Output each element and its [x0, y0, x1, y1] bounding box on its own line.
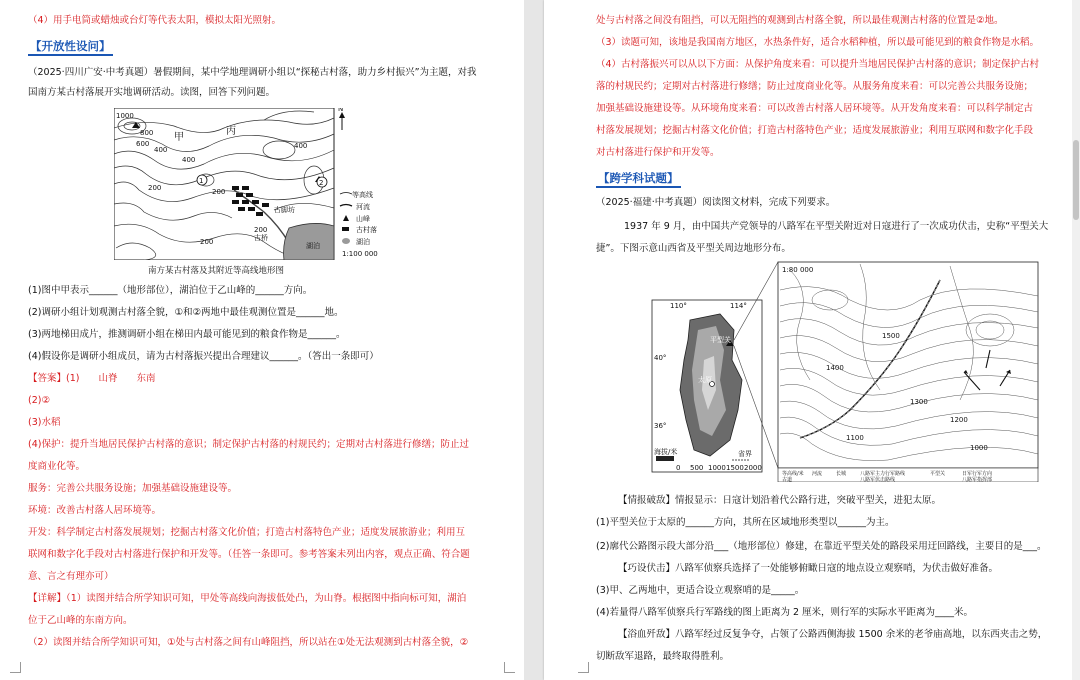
question-3: (3)两地梯田成片，推测调研小组在梯田内最可能见到的粮食作物是______。: [28, 329, 346, 340]
question-1: (1)平型关位于太原的______方向，其所在区域地形类型以______为主。: [596, 517, 895, 528]
altitude-value: 2000: [744, 464, 762, 472]
question-intro-cont: 国南方某古村落展开实地调研活动。读图，回答下列问题。: [28, 87, 276, 98]
question-intro: （2025·四川广安·中考真题）暑假期间，某中学地理调研小组以“探秘古村落，助力乡村振兴”为主题，对我: [28, 67, 477, 78]
lat-label-36: 36°: [654, 422, 667, 430]
pingxingguan-label: 平型关: [710, 336, 731, 344]
ambush-paragraph: 【巧设伏击】八路军侦察兵选择了一处能够俯瞰日寇的地点设立观察哨，为伏击做好准备。: [618, 563, 999, 574]
answer-4-cont: 度商业化等。: [28, 461, 86, 472]
pingxingguan-map-figure: [650, 260, 1040, 482]
text-line: 对古村落进行保护和开发等。: [596, 147, 720, 158]
map-label-800: 800: [140, 129, 154, 137]
answer-4-dev-cont: 联网和数字化手段对古村落进行保护和开发等。（任答一条即可。参考答案未列出内容，观点正确、符合题: [28, 549, 470, 560]
map-label-400: 400: [154, 146, 168, 154]
legend-peak: 山峰: [356, 215, 370, 223]
legend-item: 八路军指挥部: [962, 477, 993, 482]
answer-4-note: 意、言之有理亦可）: [28, 571, 114, 582]
legend-village: 古村落: [356, 226, 377, 234]
question-4: (4)若量得八路军侦察兵行军路线的图上距离为 2 厘米，则行军的实际水平距离为____米。: [596, 607, 974, 618]
altitude-value: 1500: [726, 464, 744, 472]
text-line: 村落发展规划；挖掘古村落文化价值；打造古村落特色产业；适度发展旅游业；利用互联网和数字化手段: [596, 125, 1034, 136]
contour-value: 1500: [882, 332, 900, 340]
legend-item: 平型关: [930, 471, 946, 477]
contour-value: 1300: [910, 398, 928, 406]
right-page: [544, 0, 1080, 680]
map-label-bing: 丙: [226, 126, 236, 137]
story-line-cont: 捷”。下图示意山西省及平型关周边地形分布。: [596, 243, 791, 254]
map-label-gujiaofang: 古脚坊: [274, 206, 295, 214]
text-line: 加强基础设施建设等。从环境角度来看：可以改善古村落人居环境等。从开发角度来看：可以科学制定古: [596, 103, 1034, 114]
lon-label-110: 110°: [670, 302, 687, 310]
legend-item: 古道: [782, 477, 793, 482]
scrollbar-thumb[interactable]: [1073, 140, 1079, 220]
altitude-value: 1000: [708, 464, 726, 472]
section-cross-heading: 【跨学科试题】: [596, 170, 681, 188]
story-line: 1937 年 9 月，由中国共产党领导的八路军在平型关附近对日寇进行了一次成功伏击，史称“平型关大: [624, 221, 1049, 232]
map-label-lake: 湖泊: [306, 242, 320, 250]
map-label-1000: 1000: [116, 112, 134, 120]
pingxingguan-map-svg: [650, 260, 1040, 482]
legend-item: 河流: [812, 471, 823, 477]
answer-4: (4)保护：提升当地居民保护古村落的意识；制定保护古村落的村规民约；定期对古村落进行修缮；防止过: [28, 439, 469, 450]
legend-lake: 湖泊: [356, 238, 370, 246]
legend-item: 日军行军方向: [962, 471, 993, 477]
taiyuan-label: 太原: [698, 376, 712, 384]
contour-map-svg: [114, 108, 404, 260]
contour-value: 1100: [846, 434, 864, 442]
altitude-label: 海拔/米: [654, 448, 678, 456]
text-line: （4）古村落振兴可以从以下方面：从保护角度来看：可以提升当地居民保护古村落的意识；制定保护古村: [596, 59, 1040, 70]
text-line: 处与古村落之间没有阻挡，可以无阻挡的观测到古村落全貌，所以最佳观测古村落的位置是②地。: [596, 15, 1004, 26]
intel-paragraph: 【情报破敌】情报显示：日寇计划沿着代公路行进，突破平型关，进犯太原。: [618, 495, 942, 506]
vertical-scrollbar[interactable]: [1072, 0, 1080, 680]
map-label-400: 400: [294, 142, 308, 150]
legend-item: 八路军主力行军路线: [860, 471, 906, 477]
map-label-jia: 甲: [174, 132, 184, 143]
answer-4-dev: 开发：科学制定古村落发展规划；挖掘古村落文化价值；打造古村落特色产业；适度发展旅游业；利用互: [28, 527, 466, 538]
legend-item: 八路军伏击路线: [860, 477, 896, 482]
page-corner-mark: [578, 662, 589, 673]
explanation-2: （2）读图并结合所学知识可知，①处与古村落之间有山峰阻挡，所以站在①处无法观测到古村落全貌，②: [28, 637, 469, 648]
altitude-value: 0: [676, 464, 681, 472]
map-label-200: 200: [212, 188, 226, 196]
legend-contour: 等高线: [352, 191, 373, 199]
contour-value: 1400: [826, 364, 844, 372]
lon-label-114: 114°: [730, 302, 747, 310]
legend-river: 河流: [356, 203, 370, 211]
answer-1: 【答案】(1) 山脊 东南: [28, 373, 156, 384]
contour-value: 1000: [970, 444, 988, 452]
lat-label-40: 40°: [654, 354, 667, 362]
map-label-200: 200: [254, 226, 268, 234]
question-2: (2)调研小组计划观测古村落全貌，①和②两地中最佳观测位置是______地。: [28, 307, 344, 318]
left-page: [0, 0, 524, 680]
map-label-200: 200: [200, 238, 214, 246]
question-3: (3)甲、乙两地中，更适合设立观察哨的是_____。: [596, 585, 805, 596]
figure-caption: 南方某古村落及其附近等高线地形图: [148, 266, 285, 276]
map-label-guqiao: 古桥: [254, 234, 268, 242]
explanation-1-cont: 位于乙山峰的东南方向。: [28, 615, 133, 626]
legend-item: 等高线/米: [782, 471, 804, 477]
page-corner-mark: [10, 662, 21, 673]
answer-4-env: 环境：改善古村落人居环境等。: [28, 505, 162, 516]
altitude-value: 500: [690, 464, 704, 472]
question-intro: （2025·福建·中考真题）阅读图文材料，完成下列要求。: [596, 197, 836, 208]
map-label-400: 400: [182, 156, 196, 164]
text-line: （3）读题可知，该地是我国南方地区，水热条件好，适合水稻种植，所以最可能见到的粮食作物是水稻。: [596, 37, 1040, 48]
boundary-label: 省界: [738, 450, 752, 458]
map-label-point-2: 2: [319, 179, 324, 187]
map-legend: [340, 190, 378, 258]
legend-item: 长城: [836, 471, 847, 477]
page-corner-mark: [504, 662, 515, 673]
victory-paragraph: 【浴血歼敌】八路军经过反复争夺，占领了公路西侧海拔 1500 余米的老爷庙高地，以东西夹击之势，: [618, 629, 1048, 640]
answer-2: (2)②: [28, 395, 50, 406]
page-gap: [524, 0, 544, 680]
answer-3: (3)水稻: [28, 417, 61, 428]
map2-scale: 1:80 000: [782, 266, 814, 274]
north-arrow-icon: N: [338, 108, 344, 113]
map-label-200: 200: [148, 184, 162, 192]
map-scale: 1:100 000: [342, 250, 378, 258]
question-4: (4)假设你是调研小组成员，请为古村落振兴提出合理建议______。（答出一条即可）: [28, 351, 379, 362]
answer-4-service: 服务：完善公共服务设施；加强基础设施建设等。: [28, 483, 238, 494]
question-2: (2)廓代公路图示段大部分沿___（地形部位）修建，在靠近平型关处的路段采用迂回路线，主要目的是___。: [596, 541, 1047, 552]
text-line: 落的村规民约；定期对古村落进行修缮；防止过度商业化等。从服务角度来看：可以完善公共服务设施；: [596, 81, 1034, 92]
victory-paragraph-cont: 切断敌军退路，最终取得胜利。: [596, 651, 730, 662]
text-line: （4）用手电筒或蜡烛或台灯等代表太阳，模拟太阳光照射。: [28, 15, 282, 26]
contour-value: 1200: [950, 416, 968, 424]
map-label-point-1: 1: [199, 177, 204, 185]
question-1: (1)图中甲表示______（地形部位），湖泊位于乙山峰的______方向。: [28, 285, 313, 296]
section-open-heading: 【开放性设问】: [28, 38, 113, 56]
map-label-600: 600: [136, 140, 150, 148]
contour-map-figure: [114, 108, 404, 260]
explanation-1: 【详解】（1）读图并结合所学知识可知，甲处等高线向海拔低处凸，为山脊。根据图中指向标可知，湖泊: [28, 593, 467, 604]
